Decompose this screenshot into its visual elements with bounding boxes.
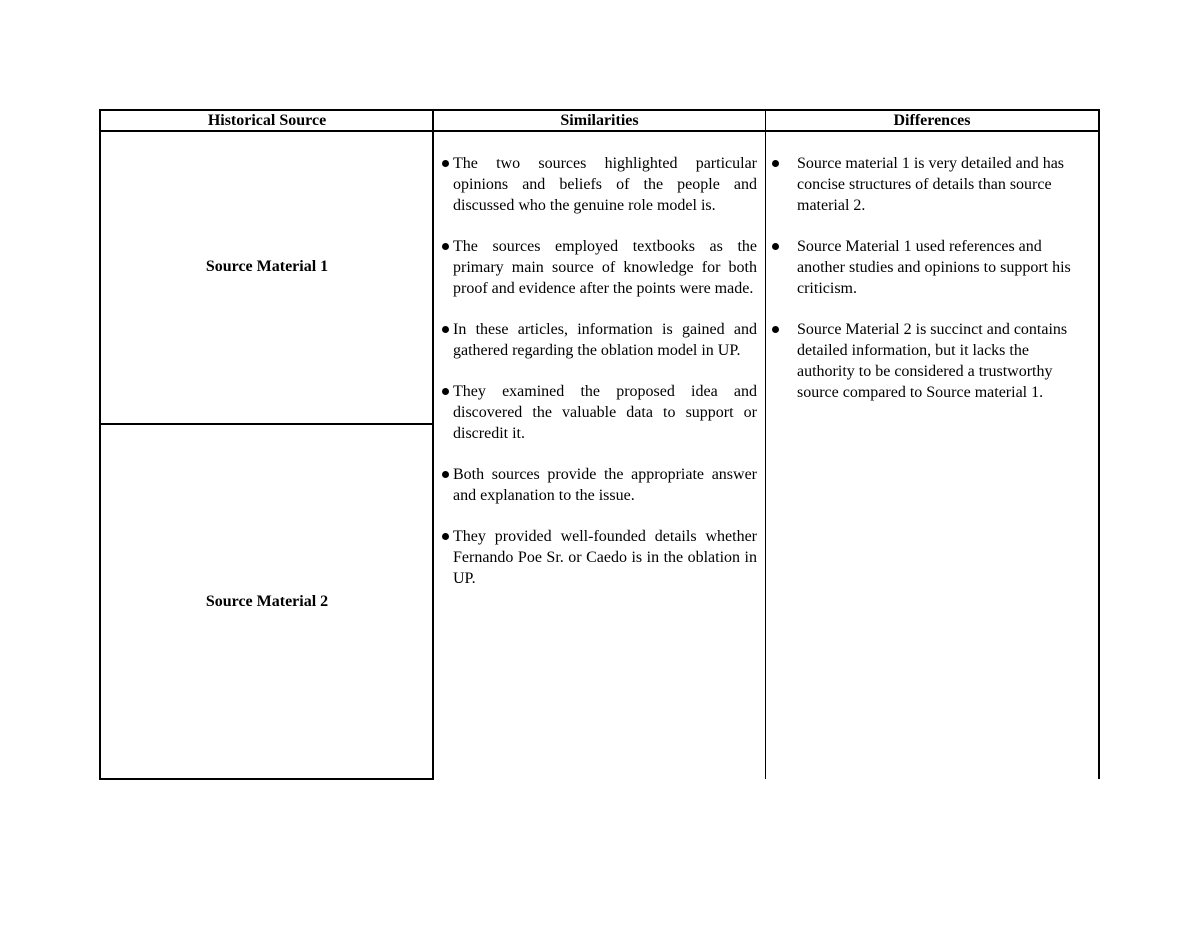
similarities-list [441,153,757,609]
similarity-text: The sources employed textbooks as the primary main source of knowledge for both proof and evidence after the points were made. [453,238,757,297]
bullet-icon [442,243,449,250]
similarity-item [441,464,757,506]
similarity-item [441,319,757,361]
source-material-2-label: Source Material 2 [205,593,329,610]
difference-text: Source material 1 is very detailed and has concise structures of details than source material 2. [797,155,1065,214]
similarity-item [441,153,757,216]
similarity-text: They provided well-founded details whether Fernando Poe Sr. or Caedo is in the oblation in UP. [453,528,757,587]
header-differences: Differences [893,112,971,129]
similarity-text: They examined the proposed idea and discovered the valuable data to support or discredit it. [453,383,757,442]
similarity-item [441,236,757,299]
source-row-divider [100,423,434,425]
bullet-icon [442,160,449,167]
header-historical-source: Historical Source [207,112,327,129]
bullet-icon [442,326,449,333]
bullet-icon [772,160,779,167]
table-left-border [99,109,101,780]
similarity-text: The two sources highlighted particular opinions and beliefs of the people and discussed who the genuine role model is. [453,155,757,214]
bullet-icon [442,388,449,395]
differences-list [766,153,1084,423]
similarity-item [441,526,757,589]
bullet-icon [772,243,779,250]
header-similarities: Similarities [560,112,639,129]
similarity-text: Both sources provide the appropriate answer and explanation to the issue. [453,466,757,504]
difference-item [766,153,1084,216]
difference-text: Source Material 1 used references and another studies and opinions to support his criticism. [797,238,1071,297]
table-right-border [1098,109,1100,779]
source-material-1-label: Source Material 1 [205,258,329,275]
table-bottom-border [100,778,434,780]
bullet-icon [442,471,449,478]
difference-text: Source Material 2 is succinct and contains detailed information, but it lacks the authority to be considered a trustworthy source compared to Source material 1. [797,321,1068,401]
column-divider-1 [432,109,434,780]
bullet-icon [442,533,449,540]
similarity-item [441,381,757,444]
similarity-text: In these articles, information is gained and gathered regarding the oblation model in UP. [453,321,757,359]
difference-item [766,319,1084,403]
bullet-icon [772,326,779,333]
difference-item [766,236,1084,299]
